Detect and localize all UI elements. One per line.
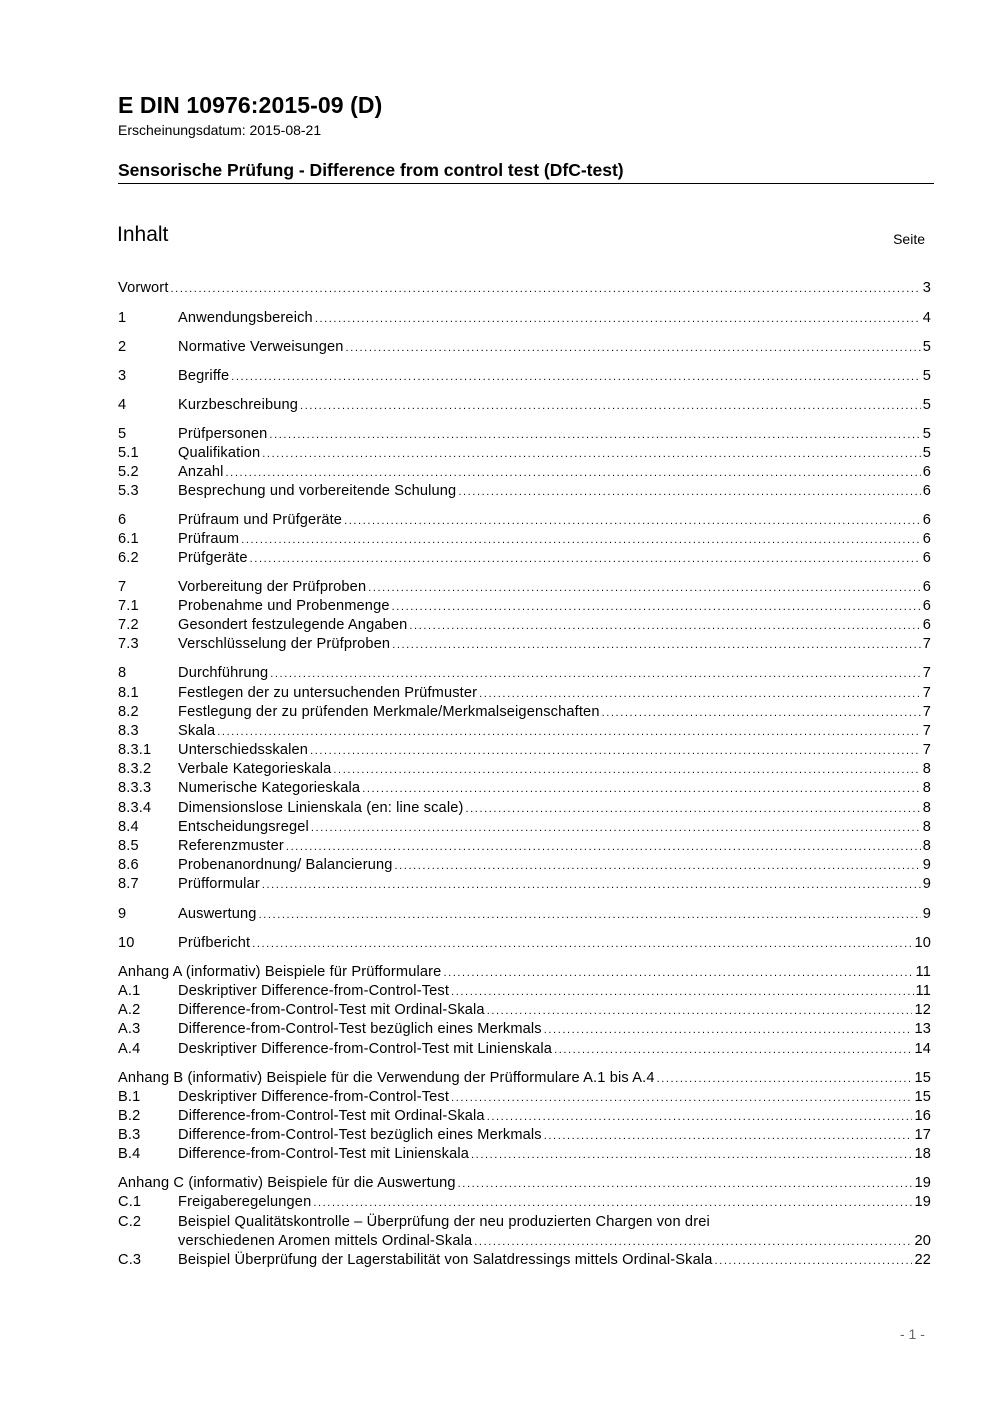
toc-entry-title: Anzahl — [178, 464, 224, 480]
toc-entry[interactable] — [118, 463, 931, 483]
toc-entry-page: 3 — [922, 280, 931, 296]
toc-entry-page: 8 — [922, 819, 931, 835]
toc-entry-title: Verschlüsselung der Prüfproben — [178, 636, 391, 652]
toc-entry-title: Auswertung — [178, 906, 257, 922]
toc-entry[interactable] — [118, 1251, 931, 1271]
toc-entry-page: 5 — [922, 368, 931, 384]
toc-entry-page: 19 — [914, 1175, 931, 1191]
toc-entry-page: 12 — [914, 1002, 931, 1018]
toc-entry-page: 15 — [914, 1070, 931, 1086]
toc-entry-title: Difference-from-Control-Test bezüglich eines Merkmals — [178, 1127, 542, 1143]
toc-entry-title: Freigaberegelungen — [178, 1194, 312, 1210]
toc-entry-number: C.3 — [118, 1252, 142, 1268]
toc-entry-title: Difference-from-Control-Test mit Ordinal-Skala — [178, 1108, 485, 1124]
dot-leader — [226, 464, 921, 483]
toc-entry-title: Probenanordnung/ Balancierung — [178, 857, 393, 873]
dot-leader — [346, 339, 921, 358]
toc-entry-page: 7 — [922, 704, 931, 720]
toc-entry-title: Anhang C (informativ) Beispiele für die Auswertung — [118, 1175, 456, 1191]
toc-entry-title: Vorwort — [118, 280, 169, 296]
toc-entry-number: 9 — [118, 906, 127, 922]
toc-entry-page: 6 — [922, 464, 931, 480]
toc-entry-title: Prüfraum und Prüfgeräte — [178, 512, 343, 528]
dot-leader — [487, 1002, 913, 1021]
dot-leader — [392, 636, 921, 655]
toc-entry-number: 5.1 — [118, 445, 139, 461]
toc-entry[interactable] — [118, 837, 931, 857]
toc-entry-number: 8.5 — [118, 838, 139, 854]
toc-entry[interactable] — [118, 875, 931, 895]
toc-entry-page: 5 — [922, 339, 931, 355]
dot-leader — [443, 964, 913, 983]
toc-entry-page: 11 — [915, 964, 931, 980]
toc-entry-title: Entscheidungsregel — [178, 819, 309, 835]
toc-entry-number: 7.1 — [118, 598, 139, 614]
dot-leader — [487, 1108, 913, 1127]
dot-leader — [657, 1070, 913, 1089]
dot-leader — [286, 838, 921, 857]
dot-leader — [392, 598, 921, 617]
toc-entry-page: 7 — [922, 723, 931, 739]
dot-leader — [311, 819, 921, 838]
dot-leader — [269, 426, 920, 445]
dot-leader — [262, 876, 921, 895]
toc-entry-title: Normative Verweisungen — [178, 339, 344, 355]
toc-entry-page: 8 — [922, 800, 931, 816]
dot-leader — [368, 579, 921, 598]
toc-entry-number: 6.2 — [118, 550, 139, 566]
dot-leader — [409, 617, 920, 636]
toc-entry[interactable] — [118, 722, 931, 742]
toc-entry[interactable] — [118, 425, 931, 445]
toc-entry-title: Referenzmuster — [178, 838, 284, 854]
toc-entry-page: 7 — [922, 742, 931, 758]
toc-entry[interactable] — [118, 1088, 931, 1108]
dot-leader — [395, 857, 921, 876]
dot-leader — [344, 512, 921, 531]
toc-entry[interactable] — [118, 963, 931, 983]
toc-entry[interactable] — [118, 818, 931, 838]
toc-entry-number: 6.1 — [118, 531, 139, 547]
toc-entry[interactable] — [118, 982, 931, 1002]
toc-entry-title: Anhang A (informativ) Beispiele für Prüfformulare — [118, 964, 442, 980]
toc-entry[interactable] — [118, 616, 931, 636]
toc-entry-page: 15 — [914, 1089, 931, 1105]
toc-entry-page: 7 — [922, 685, 931, 701]
toc-entry-title: Prüfraum — [178, 531, 240, 547]
dot-leader — [300, 397, 921, 416]
toc-entry-title: Durchführung — [178, 665, 269, 681]
toc-entry-title: Festlegung der zu prüfenden Merkmale/Merkmalseigenschaften — [178, 704, 600, 720]
toc-entry-page: 5 — [922, 397, 931, 413]
toc-entry-page: 6 — [922, 579, 931, 595]
dot-leader — [474, 1233, 912, 1252]
dot-leader — [451, 983, 913, 1002]
dot-leader — [262, 445, 920, 464]
toc-entry[interactable] — [118, 635, 931, 655]
dot-leader — [458, 1175, 913, 1194]
toc-entry-page: 6 — [922, 550, 931, 566]
toc-entry-title: Beispiel Qualitätskontrolle – Überprüfung der neu produzierten Chargen von drei — [178, 1214, 710, 1230]
toc-entry-number: 5.2 — [118, 464, 139, 480]
toc-entry[interactable] — [118, 684, 931, 704]
toc-entry[interactable] — [118, 905, 931, 925]
toc-entry-page: 6 — [922, 531, 931, 547]
dot-leader — [315, 310, 921, 329]
toc-entry[interactable] — [118, 703, 931, 723]
toc-entry-number: 8.3.3 — [118, 780, 152, 796]
toc-entry-number: 8.3.2 — [118, 761, 152, 777]
toc-entry[interactable] — [118, 511, 931, 531]
toc-entry[interactable] — [118, 1001, 931, 1021]
toc-entry[interactable] — [118, 1040, 931, 1060]
toc-entry-page: 10 — [914, 935, 931, 951]
dot-leader — [362, 780, 921, 799]
toc-entry-title: Deskriptiver Difference-from-Control-Test — [178, 1089, 450, 1105]
toc-entry-title: Kurzbeschreibung — [178, 397, 299, 413]
toc-entry-number: 10 — [118, 935, 135, 951]
dot-leader — [171, 280, 921, 299]
toc-entry[interactable] — [118, 444, 931, 464]
toc-entry-number: A.3 — [118, 1021, 141, 1037]
toc-entry[interactable] — [118, 664, 931, 684]
toc-entry[interactable] — [118, 530, 931, 550]
toc-entry-number: 8.4 — [118, 819, 139, 835]
toc-entry[interactable] — [118, 578, 931, 598]
toc-entry-page: 8 — [922, 780, 931, 796]
toc-entry[interactable] — [118, 779, 931, 799]
toc-entry-page: 7 — [922, 636, 931, 652]
toc-entry[interactable] — [118, 799, 931, 819]
toc-entry-page: 9 — [922, 857, 931, 873]
publication-date: Erscheinungsdatum: 2015-08-21 — [118, 122, 322, 138]
toc-entry-title: Prüfpersonen — [178, 426, 268, 442]
toc-entry-number: B.4 — [118, 1146, 141, 1162]
toc-entry-number: 8.2 — [118, 704, 139, 720]
document-title: Sensorische Prüfung - Difference from control test (DfC-test) — [118, 160, 624, 180]
toc-entry-page: 4 — [922, 310, 931, 326]
toc-entry[interactable] — [118, 279, 931, 299]
page-column-label: Seite — [893, 231, 925, 247]
toc-entry[interactable] — [118, 309, 931, 329]
toc-entry[interactable] — [118, 741, 931, 761]
toc-entry[interactable] — [118, 1126, 931, 1146]
toc-entry-number: 7 — [118, 579, 127, 595]
title-divider — [118, 183, 934, 184]
toc-entry-page: 18 — [914, 1146, 931, 1162]
toc-entry[interactable] — [118, 1174, 931, 1194]
toc-entry-page: 14 — [914, 1041, 931, 1057]
toc-entry-title: Verbale Kategorieskala — [178, 761, 332, 777]
toc-entry-page: 20 — [914, 1233, 931, 1249]
toc-entry-page: 6 — [922, 512, 931, 528]
toc-entry-number: C.1 — [118, 1194, 142, 1210]
toc-entry-number: C.2 — [118, 1214, 142, 1230]
dot-leader — [252, 935, 912, 954]
toc-entry-number: 5.3 — [118, 483, 139, 499]
toc-entry-number: 8.1 — [118, 685, 139, 701]
toc-entry-page: 19 — [914, 1194, 931, 1210]
toc-entry-number: 8.6 — [118, 857, 139, 873]
dot-leader — [217, 723, 920, 742]
dot-leader — [715, 1252, 913, 1271]
toc-entry-page: 9 — [922, 906, 931, 922]
dot-leader — [270, 665, 920, 684]
toc-entry[interactable] — [118, 1193, 931, 1213]
toc-entry[interactable] — [118, 396, 931, 416]
toc-entry[interactable] — [118, 856, 931, 876]
toc-entry[interactable] — [118, 367, 931, 387]
toc-entry-page: 11 — [915, 983, 931, 999]
toc-entry-title: Numerische Kategorieskala — [178, 780, 361, 796]
toc-entry-number: 8.3.4 — [118, 800, 152, 816]
toc-entry-number: 1 — [118, 310, 127, 326]
dot-leader — [231, 368, 920, 387]
toc-entry[interactable] — [118, 934, 931, 954]
dot-leader — [554, 1041, 912, 1060]
toc-entry-title: Unterschiedsskalen — [178, 742, 309, 758]
toc-entry-number: 8.7 — [118, 876, 139, 892]
toc-entry-page: 8 — [922, 761, 931, 777]
toc-entry-title-continuation: verschiedenen Aromen mittels Ordinal-Skala — [178, 1233, 473, 1249]
dot-leader — [241, 531, 921, 550]
toc-entry-number: B.2 — [118, 1108, 141, 1124]
toc-entry-page: 5 — [922, 426, 931, 442]
toc-entry-number: 3 — [118, 368, 127, 384]
toc-entry-page: 13 — [914, 1021, 931, 1037]
toc-entry-title: Vorbereitung der Prüfproben — [178, 579, 367, 595]
toc-entry[interactable] — [118, 597, 931, 617]
toc-entry[interactable] — [118, 1020, 931, 1040]
toc-entry-number: A.4 — [118, 1041, 141, 1057]
toc-entry-title: Probenahme und Probenmenge — [178, 598, 390, 614]
dot-leader — [479, 685, 921, 704]
dot-leader — [466, 800, 921, 819]
toc-entry[interactable] — [118, 1069, 931, 1089]
toc-entry-title: Gesondert festzulegende Angaben — [178, 617, 408, 633]
dot-leader — [451, 1089, 912, 1108]
dot-leader — [310, 742, 921, 761]
dot-leader — [458, 483, 920, 502]
dot-leader — [471, 1146, 912, 1165]
toc-entry-title: Deskriptiver Difference-from-Control-Test — [178, 983, 450, 999]
toc-entry-title: Prüfbericht — [178, 935, 251, 951]
toc-entry-number: A.2 — [118, 1002, 141, 1018]
dot-leader — [544, 1127, 913, 1146]
toc-entry-title: Qualifikation — [178, 445, 261, 461]
toc-entry[interactable] — [118, 338, 931, 358]
toc-entry-title: Anwendungsbereich — [178, 310, 313, 326]
dot-leader — [250, 550, 921, 569]
dot-leader — [259, 906, 921, 925]
dot-leader — [544, 1021, 913, 1040]
dot-leader — [333, 761, 920, 780]
document-id: E DIN 10976:2015-09 (D) — [118, 92, 383, 118]
dot-leader — [313, 1194, 912, 1213]
toc-entry-title: Begriffe — [178, 368, 230, 384]
toc-entry-number: 7.2 — [118, 617, 139, 633]
toc-entry-title: Besprechung und vorbereitende Schulung — [178, 483, 457, 499]
toc-entry-title: Deskriptiver Difference-from-Control-Test mit Linienskala — [178, 1041, 553, 1057]
toc-entry-title: Skala — [178, 723, 216, 739]
toc-entry-number: B.1 — [118, 1089, 141, 1105]
toc-entry[interactable] — [118, 549, 931, 569]
toc-entry[interactable] — [118, 482, 931, 502]
toc-entry-number: 8.3.1 — [118, 742, 152, 758]
toc-entry-page: 9 — [922, 876, 931, 892]
toc-entry-title: Prüfformular — [178, 876, 260, 892]
toc-entry-number: 8 — [118, 665, 127, 681]
toc-entry-number: 5 — [118, 426, 127, 442]
toc-entry-title: Difference-from-Control-Test mit Linienskala — [178, 1146, 470, 1162]
toc-entry-number: A.1 — [118, 983, 141, 999]
toc-entry-title: Difference-from-Control-Test bezüglich eines Merkmals — [178, 1021, 542, 1037]
toc-entry-page: 5 — [922, 445, 931, 461]
toc-entry-page: 7 — [922, 665, 931, 681]
toc-entry-number: B.3 — [118, 1127, 141, 1143]
toc-entry[interactable] — [118, 760, 931, 780]
toc-entry[interactable] — [118, 1213, 931, 1252]
toc-entry-page: 6 — [922, 483, 931, 499]
toc-entry-title: Festlegen der zu untersuchenden Prüfmuster — [178, 685, 478, 701]
toc-entry-page: 17 — [914, 1127, 931, 1143]
toc-entry-page: 22 — [914, 1252, 931, 1268]
toc-entry-title: Prüfgeräte — [178, 550, 248, 566]
toc-entry-number: 7.3 — [118, 636, 139, 652]
dot-leader — [602, 704, 921, 723]
page-number: - 1 - — [900, 1326, 925, 1342]
toc-entry-page: 6 — [922, 598, 931, 614]
toc-entry-number: 2 — [118, 339, 127, 355]
toc-entry[interactable] — [118, 1145, 931, 1165]
toc-entry-page: 6 — [922, 617, 931, 633]
toc-entry-title: Anhang B (informativ) Beispiele für die Verwendung der Prüfformulare A.1 bis A.4 — [118, 1070, 655, 1086]
toc-heading: Inhalt — [117, 223, 169, 246]
toc-entry-title: Dimensionslose Linienskala (en: line scale) — [178, 800, 464, 816]
toc-entry-title: Difference-from-Control-Test mit Ordinal-Skala — [178, 1002, 485, 1018]
toc-entry-title: Beispiel Überprüfung der Lagerstabilität von Salatdressings mittels Ordinal-Skala — [178, 1252, 713, 1268]
toc-entry-page: 16 — [914, 1108, 931, 1124]
toc-entry-number: 8.3 — [118, 723, 139, 739]
toc-entry-page: 8 — [922, 838, 931, 854]
toc-entry[interactable] — [118, 1107, 931, 1127]
toc-entry-number: 4 — [118, 397, 127, 413]
toc-entry-number: 6 — [118, 512, 127, 528]
